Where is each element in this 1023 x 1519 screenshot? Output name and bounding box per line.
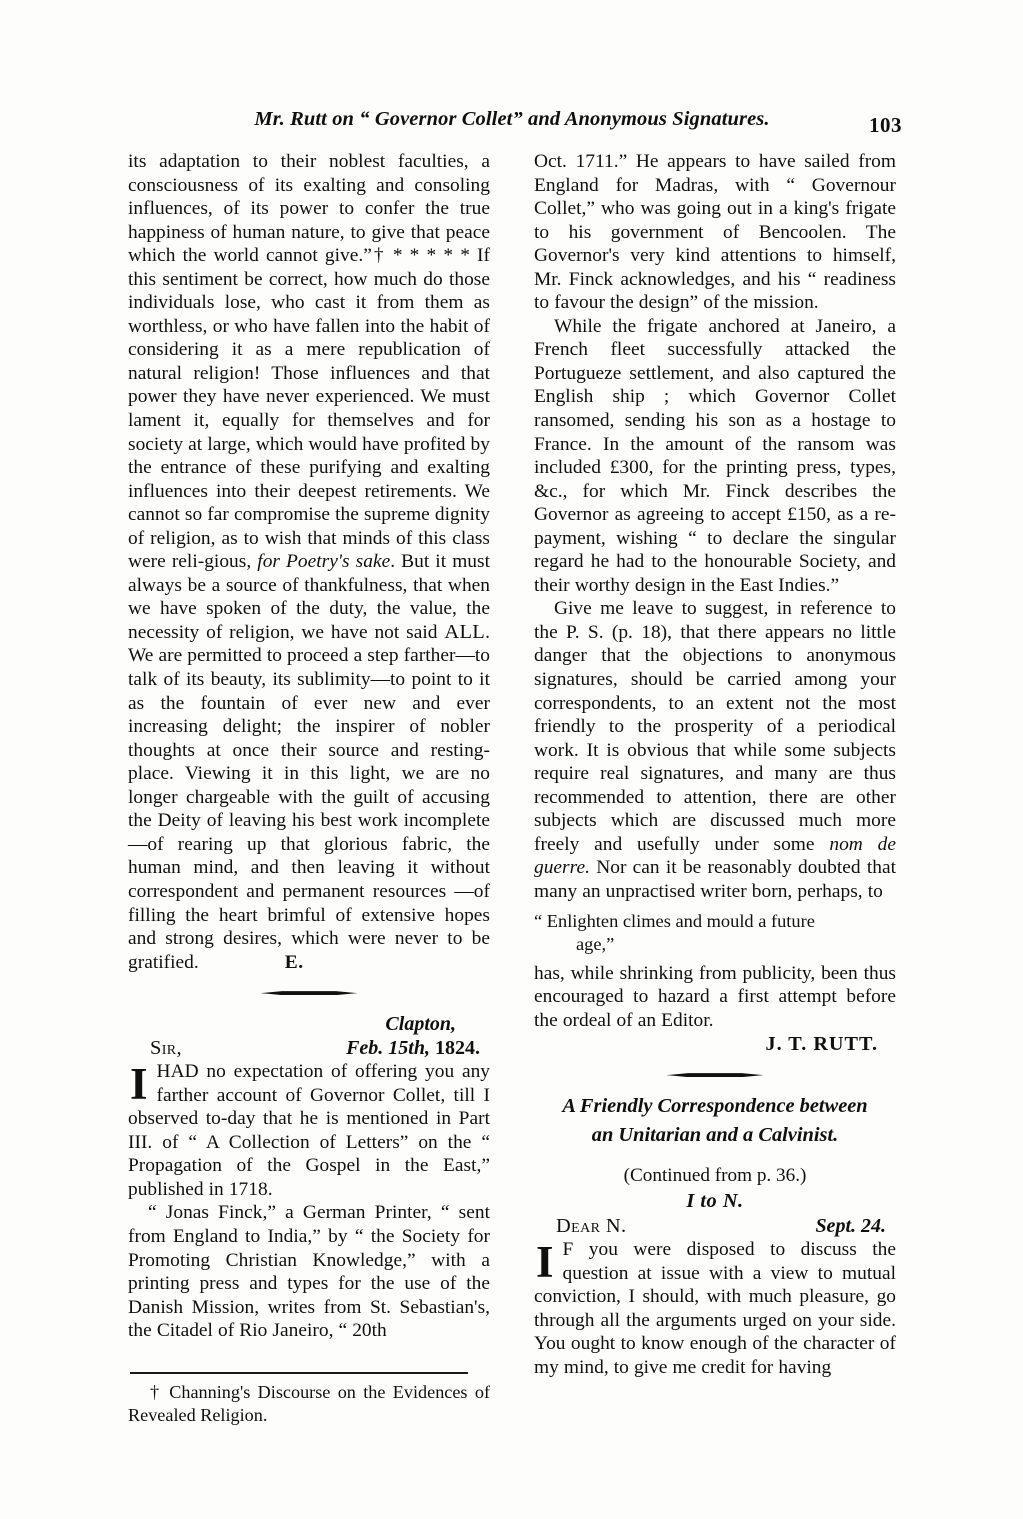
italic-phrase-nom-de-guerre: nom de guerre. [534, 833, 896, 879]
page-folio-number: 103 [869, 113, 902, 137]
right-column [534, 150, 896, 1379]
paragraph-text-part-1: its adaptation to their noblest faculties, a consciousness of its exalting and consoling influences, of its power to confer the true happiness of human nature, to give that peace which the world cannot give.”† * * * * * If this sentiment be correct, how much do those individuals lose, who cast it from them as worthless, or who have fallen into the habit of considering it as a mere republication of natural religion! Those influences and that power they have never experienced. We must lament it, equally for themselves and for society at large, which would have profited by the entrance of these purifying and exalting influences into their deepest retirements. We cannot so far compromise the supreme dignity of religion, as to wish that minds of this class were reli-gious, [128, 151, 490, 573]
letter-first-paragraph [128, 1060, 490, 1201]
letter-second-paragraph: “ Jonas Finck,” a German Printer, “ sent from England to India,” by “ the Society for Promoting Christian Knowledge,” with a printing press and types for the use of the Danish Mission, writes from St. Sebastian's, the Citadel of Rio Janeiro, “ 20th [128, 1202, 490, 1342]
next-letter-salutation: Dear N. [556, 1215, 627, 1238]
next-article-title-line-1: A Friendly Correspondence between [562, 1095, 868, 1118]
verse-line-2: age,” [576, 933, 615, 954]
divider-bar-icon [261, 991, 357, 995]
right-paragraph-2: While the frigate anchored at Janeiro, a French fleet successfully attacked the Portugueze settlement, and also captured the English ship ; which Governor Collet ransomed, sending his son as a hostage to France. In the amount of the ransom was included £300, for the printing press, types, &c., for which Mr. Finck describes the Governor as agreeing to accept £150, as a re-payment, wishing “ to declare the singular regard he had to the honourable Society, and their worthy design in the East Indies.” [534, 315, 896, 596]
ornamental-divider-2 [534, 1062, 896, 1088]
next-letter-first-paragraph-text: F you were disposed to discuss the question at issue with a view to mutual conviction, I should, with much pleasure, go through all the arguments urged on your side. You ought to know enough of the character of my mind, to give me credit for having [534, 1239, 896, 1378]
footnote-separator-rule [130, 1372, 468, 1374]
letter-salutation: Sir, [150, 1037, 183, 1060]
footnote-text: † Channing's Discourse on the Evidences of Revealed Religion. [128, 1382, 490, 1425]
right-paragraph-4: has, while shrinking from publicity, been thus encouraged to hazard a first attempt before the ordeal of an Editor. [534, 962, 896, 1031]
next-letter-salutation-row [534, 1214, 896, 1238]
ornamental-divider-1 [128, 980, 490, 1006]
letter-place-line: Clapton, [385, 1013, 456, 1036]
right-paragraph-3-part-1: Give me leave to suggest, in reference to the P. S. (p. 18), that there appears no little danger that the objections to anonymous signatures, should be carried among your correspondents, to an extent not the most friendly to the prosperity of a periodical work. It is obvious that while some subjects require real signatures, and many are thus recommended to attention, there are other subjects which are discussed much more freely and usefully under some [534, 598, 896, 855]
letter-date-italic: Feb. 15th, [346, 1037, 430, 1060]
italic-phrase-for-poetrys-sake: for Poetry's sake [257, 551, 391, 573]
right-paragraph-3 [534, 597, 896, 903]
drop-cap-letter-i: I [130, 1059, 148, 1110]
divider-bar-icon [667, 1073, 763, 1077]
letter-date-year: 1824. [435, 1037, 480, 1060]
verse-line-1: “ Enlighten climes and mould a future [534, 910, 815, 931]
paragraph-text-part-3: . We are permitted to proceed a step farther—to talk of its beauty, its sublimity—to point to it as the fountain of ever new and ever increasing delight; the inspirer of nobler thoughts at once their source and resting-place. Viewing it in this light, we are no longer chargeable with the guilt of accusing the Deity of leaving his best work incomplete—of rearing up that glorious fabric, the human mind, and then leaving it without correspondent and permanent resources —of filling the heart brimful of extensive hopes and strong desires, which were never to be gratified. [128, 621, 490, 973]
two-column-text-body [128, 150, 896, 1460]
left-column [128, 150, 490, 1343]
continued-from-note: (Continued from p. 36.) [623, 1165, 807, 1187]
paragraph-continued-from-previous-page [128, 150, 490, 974]
right-paragraph-3-part-2: Nor can it be reasonably doubted that many an unpractised writer born, perhaps, to [534, 857, 896, 902]
letter-subhead-i-to-n: I to N. [686, 1190, 744, 1213]
letter-first-paragraph-text: HAD no expectation of offering you any farther account of Governor Collet, till I observed to-day that he is mentioned in Part III. of “ A Collection of Letters” on the “ Propagation of the Gospel in the East,” published in 1718. [128, 1061, 490, 1200]
paragraph-text-part-2: . But it must always be a source of thankfulness, that when we have spoken of the duty, the value, the necessity of religion, we have not said [128, 551, 490, 643]
letter-salutation-row [128, 1036, 490, 1060]
verse-quotation [534, 910, 896, 956]
next-article-title-line-2: an Unitarian and a Calvinist. [591, 1124, 839, 1147]
next-letter-date: Sept. 24. [815, 1215, 886, 1238]
right-paragraph-1: Oct. 1711.” He appears to have sailed from England for Madras, with “ Governour Collet,” who was going out in a king's frigate to his government of Bencoolen. The Governor's very kind attentions to himself, Mr. Finck acknowledges, and his “ readiness to favour the design” of the mission. [534, 151, 896, 314]
drop-cap-letter-i: I [536, 1237, 554, 1288]
small-caps-all: ALL [444, 620, 486, 643]
running-head-title: Mr. Rutt on “ Governor Collet” and Anonymous Signatures. [254, 108, 770, 130]
footnote-area [128, 1372, 490, 1426]
running-head [128, 108, 902, 138]
next-letter-first-paragraph [534, 1238, 896, 1379]
article-signature-jt-rutt: J. T. RUTT. [765, 1033, 878, 1056]
article-signature-e: E. [284, 951, 304, 973]
letter-date [346, 1036, 480, 1060]
